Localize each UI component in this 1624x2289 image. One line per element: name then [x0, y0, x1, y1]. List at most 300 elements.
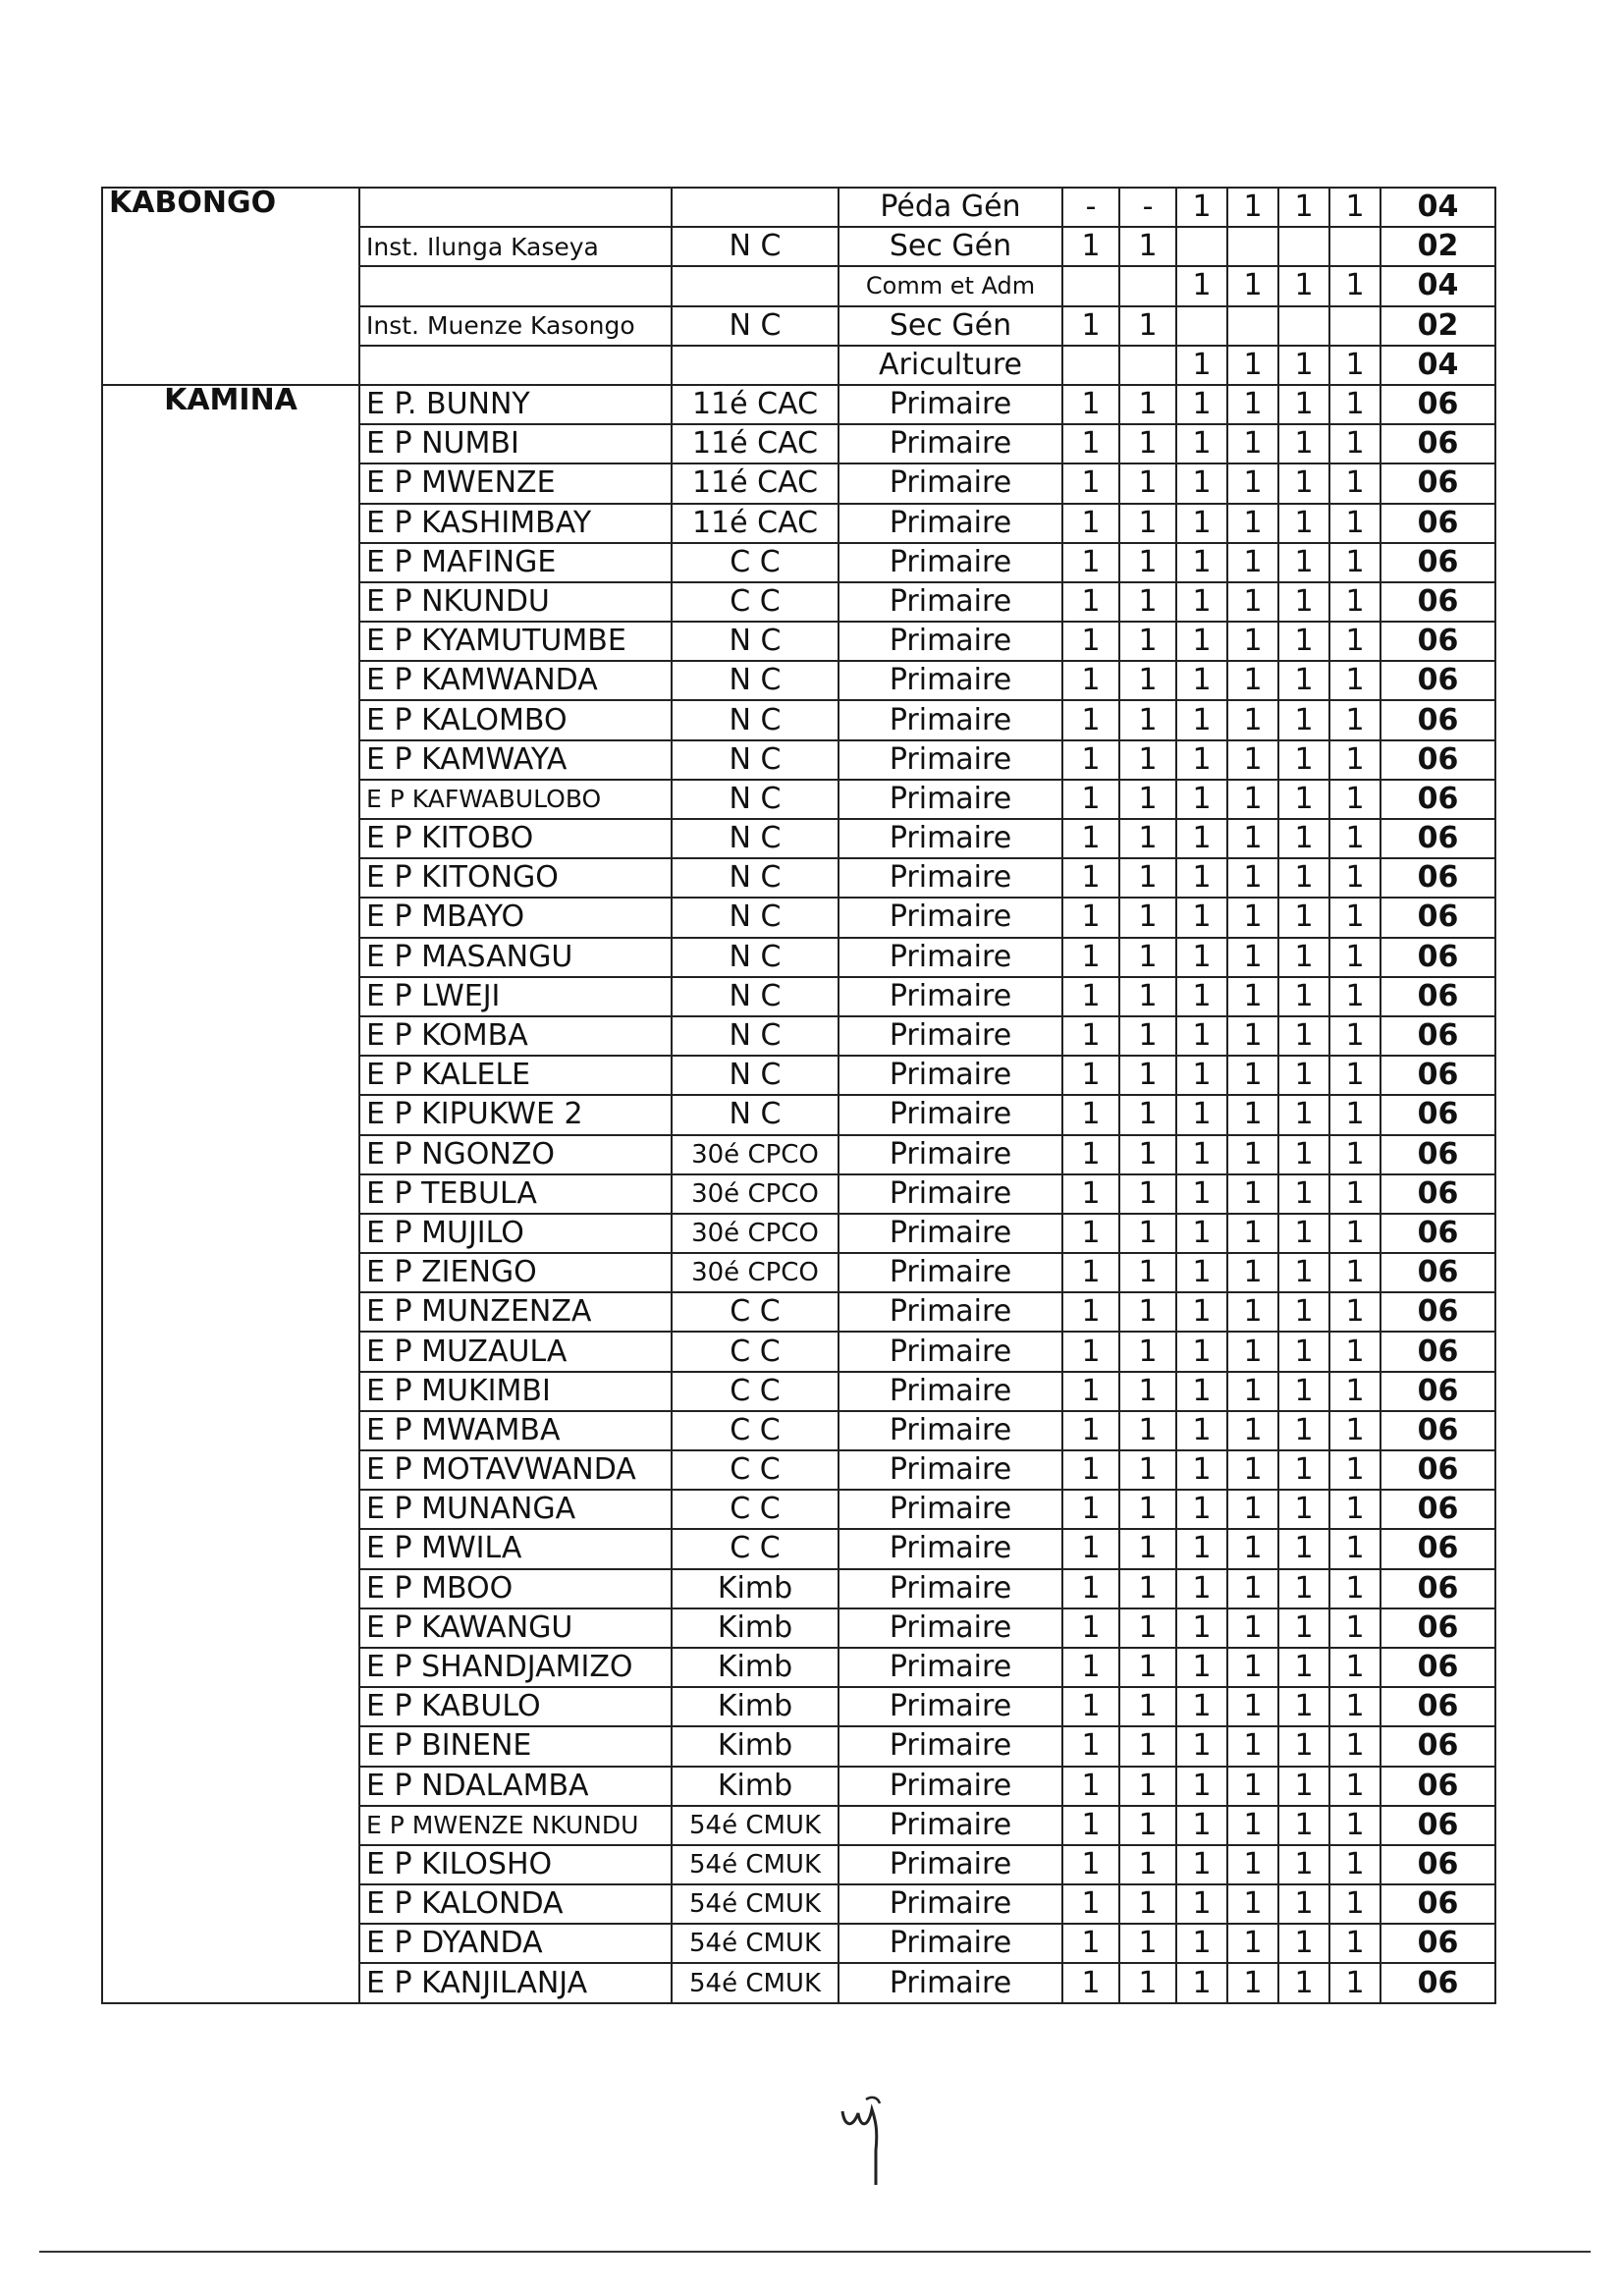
option-name: Primaire	[839, 1569, 1062, 1608]
school-name: E P BINENE	[359, 1726, 672, 1766]
class-count-6: 1	[1329, 1174, 1380, 1214]
class-count-6: 1	[1329, 700, 1380, 739]
class-count-1: 1	[1062, 582, 1119, 622]
class-count-6: 1	[1329, 582, 1380, 622]
class-count-2: 1	[1119, 1806, 1176, 1845]
class-count-6: 1	[1329, 385, 1380, 424]
class-count-2: 1	[1119, 1135, 1176, 1174]
class-count-5: 1	[1278, 1687, 1329, 1726]
class-count-6: 1	[1329, 1292, 1380, 1332]
class-count-5: 1	[1278, 1963, 1329, 2002]
management-regime: C C	[672, 1332, 839, 1371]
school-name: E P MUJILO	[359, 1214, 672, 1253]
class-count-3: 1	[1176, 1608, 1227, 1648]
class-count-2: 1	[1119, 1490, 1176, 1529]
class-count-3: 1	[1176, 1016, 1227, 1056]
class-count-5: 1	[1278, 977, 1329, 1016]
class-count-1: 1	[1062, 1806, 1119, 1845]
total-classes: 06	[1380, 1726, 1495, 1766]
class-count-2: 1	[1119, 385, 1176, 424]
option-name: Primaire	[839, 1845, 1062, 1884]
class-count-1: 1	[1062, 504, 1119, 543]
class-count-5: 1	[1278, 1095, 1329, 1134]
management-regime: N C	[672, 898, 839, 937]
management-regime	[672, 188, 839, 227]
class-count-4: 1	[1227, 1924, 1278, 1963]
school-name: E P KITONGO	[359, 858, 672, 898]
class-count-6: 1	[1329, 1608, 1380, 1648]
school-name: E P SHANDJAMIZO	[359, 1648, 672, 1687]
class-count-4: 1	[1227, 858, 1278, 898]
class-count-4: 1	[1227, 1372, 1278, 1411]
total-classes: 02	[1380, 306, 1495, 346]
page-bottom-rule	[39, 2251, 1591, 2253]
total-classes: 06	[1380, 1490, 1495, 1529]
total-classes: 06	[1380, 858, 1495, 898]
class-count-3: 1	[1176, 424, 1227, 463]
class-count-5	[1278, 227, 1329, 266]
class-count-4: 1	[1227, 1529, 1278, 1568]
class-count-6: 1	[1329, 938, 1380, 977]
total-classes: 06	[1380, 582, 1495, 622]
school-name: E P MWENZE NKUNDU	[359, 1806, 672, 1845]
class-count-5: 1	[1278, 1569, 1329, 1608]
management-regime: N C	[672, 1016, 839, 1056]
class-count-2: 1	[1119, 582, 1176, 622]
class-count-6: 1	[1329, 1214, 1380, 1253]
class-count-2: 1	[1119, 1411, 1176, 1450]
school-name: E P NKUNDU	[359, 582, 672, 622]
class-count-3: 1	[1176, 1332, 1227, 1371]
region-name: KAMINA	[102, 385, 359, 2003]
total-classes: 06	[1380, 977, 1495, 1016]
class-count-1: 1	[1062, 1884, 1119, 1924]
class-count-1: 1	[1062, 1016, 1119, 1056]
class-count-6: 1	[1329, 1490, 1380, 1529]
total-classes: 06	[1380, 1450, 1495, 1490]
option-name: Primaire	[839, 1056, 1062, 1095]
school-name: E P KAFWABULOBO	[359, 780, 672, 819]
class-count-1: 1	[1062, 1292, 1119, 1332]
school-name: E P KIPUKWE 2	[359, 1095, 672, 1134]
school-name: E P MBAYO	[359, 898, 672, 937]
class-count-6: 1	[1329, 1450, 1380, 1490]
management-regime: N C	[672, 661, 839, 700]
total-classes: 06	[1380, 1529, 1495, 1568]
class-count-1	[1062, 266, 1119, 305]
class-count-3: 1	[1176, 740, 1227, 780]
option-name: Primaire	[839, 504, 1062, 543]
management-regime: C C	[672, 1292, 839, 1332]
class-count-5: 1	[1278, 463, 1329, 503]
management-regime: C C	[672, 1490, 839, 1529]
class-count-4: 1	[1227, 780, 1278, 819]
school-name: E P TEBULA	[359, 1174, 672, 1214]
class-count-5: 1	[1278, 740, 1329, 780]
class-count-6: 1	[1329, 188, 1380, 227]
class-count-6: 1	[1329, 819, 1380, 858]
class-count-6: 1	[1329, 1924, 1380, 1963]
school-name: E P KAMWAYA	[359, 740, 672, 780]
class-count-4: 1	[1227, 1608, 1278, 1648]
class-count-1: 1	[1062, 1332, 1119, 1371]
class-count-4: 1	[1227, 819, 1278, 858]
class-count-4: 1	[1227, 977, 1278, 1016]
class-count-2: 1	[1119, 1056, 1176, 1095]
class-count-4	[1227, 227, 1278, 266]
class-count-1: 1	[1062, 898, 1119, 937]
class-count-3: 1	[1176, 1767, 1227, 1806]
option-name: Primaire	[839, 1174, 1062, 1214]
class-count-4: 1	[1227, 1806, 1278, 1845]
option-name: Primaire	[839, 1490, 1062, 1529]
class-count-5: 1	[1278, 1372, 1329, 1411]
class-count-5: 1	[1278, 1135, 1329, 1174]
option-name: Primaire	[839, 1529, 1062, 1568]
class-count-5: 1	[1278, 1608, 1329, 1648]
school-name	[359, 346, 672, 385]
management-regime: C C	[672, 1450, 839, 1490]
table-row	[102, 188, 1495, 227]
class-count-2: 1	[1119, 1253, 1176, 1292]
class-count-1: 1	[1062, 1687, 1119, 1726]
class-count-2: 1	[1119, 1292, 1176, 1332]
total-classes: 02	[1380, 227, 1495, 266]
total-classes: 06	[1380, 898, 1495, 937]
option-name: Primaire	[839, 385, 1062, 424]
class-count-2: 1	[1119, 780, 1176, 819]
management-regime: C C	[672, 1411, 839, 1450]
table-row	[102, 385, 1495, 424]
class-count-5: 1	[1278, 898, 1329, 937]
class-count-6: 1	[1329, 780, 1380, 819]
total-classes: 06	[1380, 1174, 1495, 1214]
class-count-2	[1119, 346, 1176, 385]
option-name: Primaire	[839, 1806, 1062, 1845]
class-count-4: 1	[1227, 504, 1278, 543]
class-count-3: 1	[1176, 1292, 1227, 1332]
class-count-4: 1	[1227, 346, 1278, 385]
class-count-5: 1	[1278, 504, 1329, 543]
school-name: E P MUKIMBI	[359, 1372, 672, 1411]
class-count-3: 1	[1176, 1056, 1227, 1095]
class-count-5: 1	[1278, 1924, 1329, 1963]
management-regime: N C	[672, 227, 839, 266]
class-count-6: 1	[1329, 1884, 1380, 1924]
option-name: Primaire	[839, 463, 1062, 503]
management-regime: 11é CAC	[672, 424, 839, 463]
management-regime: 30é CPCO	[672, 1174, 839, 1214]
school-name: E P KOMBA	[359, 1016, 672, 1056]
option-name: Primaire	[839, 700, 1062, 739]
management-regime: N C	[672, 819, 839, 858]
class-count-3: 1	[1176, 700, 1227, 739]
class-count-2: 1	[1119, 622, 1176, 661]
class-count-2: 1	[1119, 463, 1176, 503]
class-count-5: 1	[1278, 582, 1329, 622]
option-name: Primaire	[839, 1687, 1062, 1726]
class-count-5: 1	[1278, 1884, 1329, 1924]
total-classes: 06	[1380, 1095, 1495, 1134]
class-count-1: -	[1062, 188, 1119, 227]
school-name: E P KALOMBO	[359, 700, 672, 739]
option-name: Primaire	[839, 1648, 1062, 1687]
school-name: E P MUNZENZA	[359, 1292, 672, 1332]
school-name: E P MBOO	[359, 1569, 672, 1608]
total-classes: 06	[1380, 1648, 1495, 1687]
class-count-6: 1	[1329, 1056, 1380, 1095]
class-count-3: 1	[1176, 1884, 1227, 1924]
option-name: Primaire	[839, 1292, 1062, 1332]
management-regime: C C	[672, 543, 839, 582]
class-count-1: 1	[1062, 1214, 1119, 1253]
option-name: Primaire	[839, 1767, 1062, 1806]
class-count-3: 1	[1176, 898, 1227, 937]
class-count-2: 1	[1119, 1963, 1176, 2002]
class-count-2: 1	[1119, 306, 1176, 346]
class-count-6: 1	[1329, 1687, 1380, 1726]
class-count-3: 1	[1176, 543, 1227, 582]
class-count-4: 1	[1227, 1884, 1278, 1924]
school-name: E P KABULO	[359, 1687, 672, 1726]
class-count-2: 1	[1119, 1016, 1176, 1056]
class-count-3: 1	[1176, 1095, 1227, 1134]
class-count-1: 1	[1062, 306, 1119, 346]
class-count-6: 1	[1329, 1806, 1380, 1845]
class-count-2: 1	[1119, 1372, 1176, 1411]
option-name: Primaire	[839, 1726, 1062, 1766]
class-count-5: 1	[1278, 1253, 1329, 1292]
management-regime: Kimb	[672, 1687, 839, 1726]
class-count-5: 1	[1278, 188, 1329, 227]
management-regime: 11é CAC	[672, 504, 839, 543]
class-count-6: 1	[1329, 266, 1380, 305]
class-count-2: 1	[1119, 1174, 1176, 1214]
class-count-4: 1	[1227, 1292, 1278, 1332]
class-count-4: 1	[1227, 1016, 1278, 1056]
management-regime: 54é CMUK	[672, 1806, 839, 1845]
class-count-3: 1	[1176, 977, 1227, 1016]
school-name: E P KASHIMBAY	[359, 504, 672, 543]
class-count-6: 1	[1329, 1253, 1380, 1292]
management-regime: N C	[672, 306, 839, 346]
class-count-5: 1	[1278, 1529, 1329, 1568]
option-name: Péda Gén	[839, 188, 1062, 227]
class-count-1: 1	[1062, 1529, 1119, 1568]
class-count-6: 1	[1329, 1016, 1380, 1056]
schools-table	[101, 187, 1496, 2004]
option-name: Primaire	[839, 1016, 1062, 1056]
class-count-1: 1	[1062, 1490, 1119, 1529]
class-count-5: 1	[1278, 1450, 1329, 1490]
school-name: E P DYANDA	[359, 1924, 672, 1963]
class-count-1: 1	[1062, 1253, 1119, 1292]
class-count-5: 1	[1278, 661, 1329, 700]
class-count-5: 1	[1278, 1767, 1329, 1806]
class-count-2	[1119, 266, 1176, 305]
school-name: E P MWAMBA	[359, 1411, 672, 1450]
management-regime: Kimb	[672, 1569, 839, 1608]
class-count-4: 1	[1227, 1411, 1278, 1450]
class-count-5: 1	[1278, 700, 1329, 739]
class-count-1: 1	[1062, 1056, 1119, 1095]
total-classes: 06	[1380, 1767, 1495, 1806]
school-name: E P MWENZE	[359, 463, 672, 503]
class-count-5: 1	[1278, 1214, 1329, 1253]
option-name: Primaire	[839, 1135, 1062, 1174]
class-count-5: 1	[1278, 622, 1329, 661]
class-count-2: 1	[1119, 1450, 1176, 1490]
class-count-6: 1	[1329, 504, 1380, 543]
class-count-6: 1	[1329, 977, 1380, 1016]
class-count-1: 1	[1062, 700, 1119, 739]
class-count-2: 1	[1119, 700, 1176, 739]
class-count-1: 1	[1062, 938, 1119, 977]
class-count-5: 1	[1278, 346, 1329, 385]
school-name: E P NUMBI	[359, 424, 672, 463]
class-count-4: 1	[1227, 1253, 1278, 1292]
management-regime: 54é CMUK	[672, 1845, 839, 1884]
class-count-3: 1	[1176, 1726, 1227, 1766]
class-count-4: 1	[1227, 740, 1278, 780]
class-count-4: 1	[1227, 543, 1278, 582]
class-count-6: 1	[1329, 424, 1380, 463]
option-name: Primaire	[839, 424, 1062, 463]
total-classes: 06	[1380, 463, 1495, 503]
class-count-2: 1	[1119, 1884, 1176, 1924]
option-name: Primaire	[839, 1214, 1062, 1253]
class-count-2: 1	[1119, 819, 1176, 858]
class-count-2: 1	[1119, 977, 1176, 1016]
class-count-3: 1	[1176, 1253, 1227, 1292]
management-regime: 30é CPCO	[672, 1135, 839, 1174]
class-count-2: 1	[1119, 504, 1176, 543]
school-name: E P MWILA	[359, 1529, 672, 1568]
class-count-2: 1	[1119, 1332, 1176, 1371]
class-count-2: 1	[1119, 543, 1176, 582]
class-count-4: 1	[1227, 385, 1278, 424]
management-regime: 54é CMUK	[672, 1963, 839, 2002]
school-name: E P KITOBO	[359, 819, 672, 858]
class-count-6: 1	[1329, 1726, 1380, 1766]
class-count-2: 1	[1119, 661, 1176, 700]
option-name: Primaire	[839, 1608, 1062, 1648]
class-count-2: 1	[1119, 1608, 1176, 1648]
class-count-5: 1	[1278, 1490, 1329, 1529]
class-count-1: 1	[1062, 543, 1119, 582]
management-regime: C C	[672, 582, 839, 622]
class-count-6: 1	[1329, 1095, 1380, 1134]
class-count-6: 1	[1329, 898, 1380, 937]
management-regime: C C	[672, 1372, 839, 1411]
class-count-3: 1	[1176, 938, 1227, 977]
class-count-2: 1	[1119, 1687, 1176, 1726]
total-classes: 06	[1380, 504, 1495, 543]
total-classes: 06	[1380, 661, 1495, 700]
class-count-4: 1	[1227, 1767, 1278, 1806]
option-name: Primaire	[839, 1332, 1062, 1371]
class-count-3: 1	[1176, 188, 1227, 227]
class-count-4: 1	[1227, 1648, 1278, 1687]
option-name: Primaire	[839, 1884, 1062, 1924]
class-count-3: 1	[1176, 622, 1227, 661]
class-count-4: 1	[1227, 1056, 1278, 1095]
management-regime: Kimb	[672, 1608, 839, 1648]
total-classes: 06	[1380, 1332, 1495, 1371]
total-classes: 06	[1380, 740, 1495, 780]
class-count-6: 1	[1329, 1569, 1380, 1608]
class-count-2: 1	[1119, 740, 1176, 780]
class-count-5: 1	[1278, 1648, 1329, 1687]
option-name: Primaire	[839, 977, 1062, 1016]
table-body	[102, 188, 1495, 2003]
class-count-5: 1	[1278, 780, 1329, 819]
total-classes: 06	[1380, 1845, 1495, 1884]
total-classes: 04	[1380, 346, 1495, 385]
class-count-4: 1	[1227, 463, 1278, 503]
class-count-1: 1	[1062, 1174, 1119, 1214]
class-count-4: 1	[1227, 1963, 1278, 2002]
class-count-4: 1	[1227, 1845, 1278, 1884]
total-classes: 06	[1380, 424, 1495, 463]
class-count-5	[1278, 306, 1329, 346]
class-count-1: 1	[1062, 385, 1119, 424]
option-name: Primaire	[839, 780, 1062, 819]
class-count-3: 1	[1176, 1411, 1227, 1450]
option-name: Primaire	[839, 1372, 1062, 1411]
management-regime: Kimb	[672, 1726, 839, 1766]
class-count-5: 1	[1278, 424, 1329, 463]
school-name: E P NDALAMBA	[359, 1767, 672, 1806]
class-count-3: 1	[1176, 661, 1227, 700]
region-name: KABONGO	[102, 188, 359, 385]
option-name: Primaire	[839, 1450, 1062, 1490]
class-count-2: 1	[1119, 1214, 1176, 1253]
class-count-3: 1	[1176, 504, 1227, 543]
class-count-3: 1	[1176, 1924, 1227, 1963]
total-classes: 06	[1380, 543, 1495, 582]
class-count-5: 1	[1278, 266, 1329, 305]
school-name: E P LWEJI	[359, 977, 672, 1016]
class-count-5: 1	[1278, 819, 1329, 858]
class-count-1: 1	[1062, 1648, 1119, 1687]
class-count-2: 1	[1119, 1529, 1176, 1568]
management-regime: N C	[672, 700, 839, 739]
class-count-5: 1	[1278, 1056, 1329, 1095]
management-regime: 54é CMUK	[672, 1924, 839, 1963]
class-count-3: 1	[1176, 346, 1227, 385]
class-count-5: 1	[1278, 1806, 1329, 1845]
class-count-1: 1	[1062, 780, 1119, 819]
total-classes: 06	[1380, 1253, 1495, 1292]
class-count-3: 1	[1176, 1569, 1227, 1608]
management-regime: 54é CMUK	[672, 1884, 839, 1924]
class-count-6: 1	[1329, 1135, 1380, 1174]
management-regime: Kimb	[672, 1767, 839, 1806]
class-count-4: 1	[1227, 1095, 1278, 1134]
school-name: E P MUZAULA	[359, 1332, 672, 1371]
school-name: Inst. Ilunga Kaseya	[359, 227, 672, 266]
class-count-6: 1	[1329, 1529, 1380, 1568]
total-classes: 06	[1380, 385, 1495, 424]
class-count-1: 1	[1062, 463, 1119, 503]
option-name: Primaire	[839, 1924, 1062, 1963]
school-name: E P MUNANGA	[359, 1490, 672, 1529]
class-count-3: 1	[1176, 1806, 1227, 1845]
total-classes: 06	[1380, 700, 1495, 739]
class-count-1: 1	[1062, 819, 1119, 858]
class-count-2: 1	[1119, 1924, 1176, 1963]
